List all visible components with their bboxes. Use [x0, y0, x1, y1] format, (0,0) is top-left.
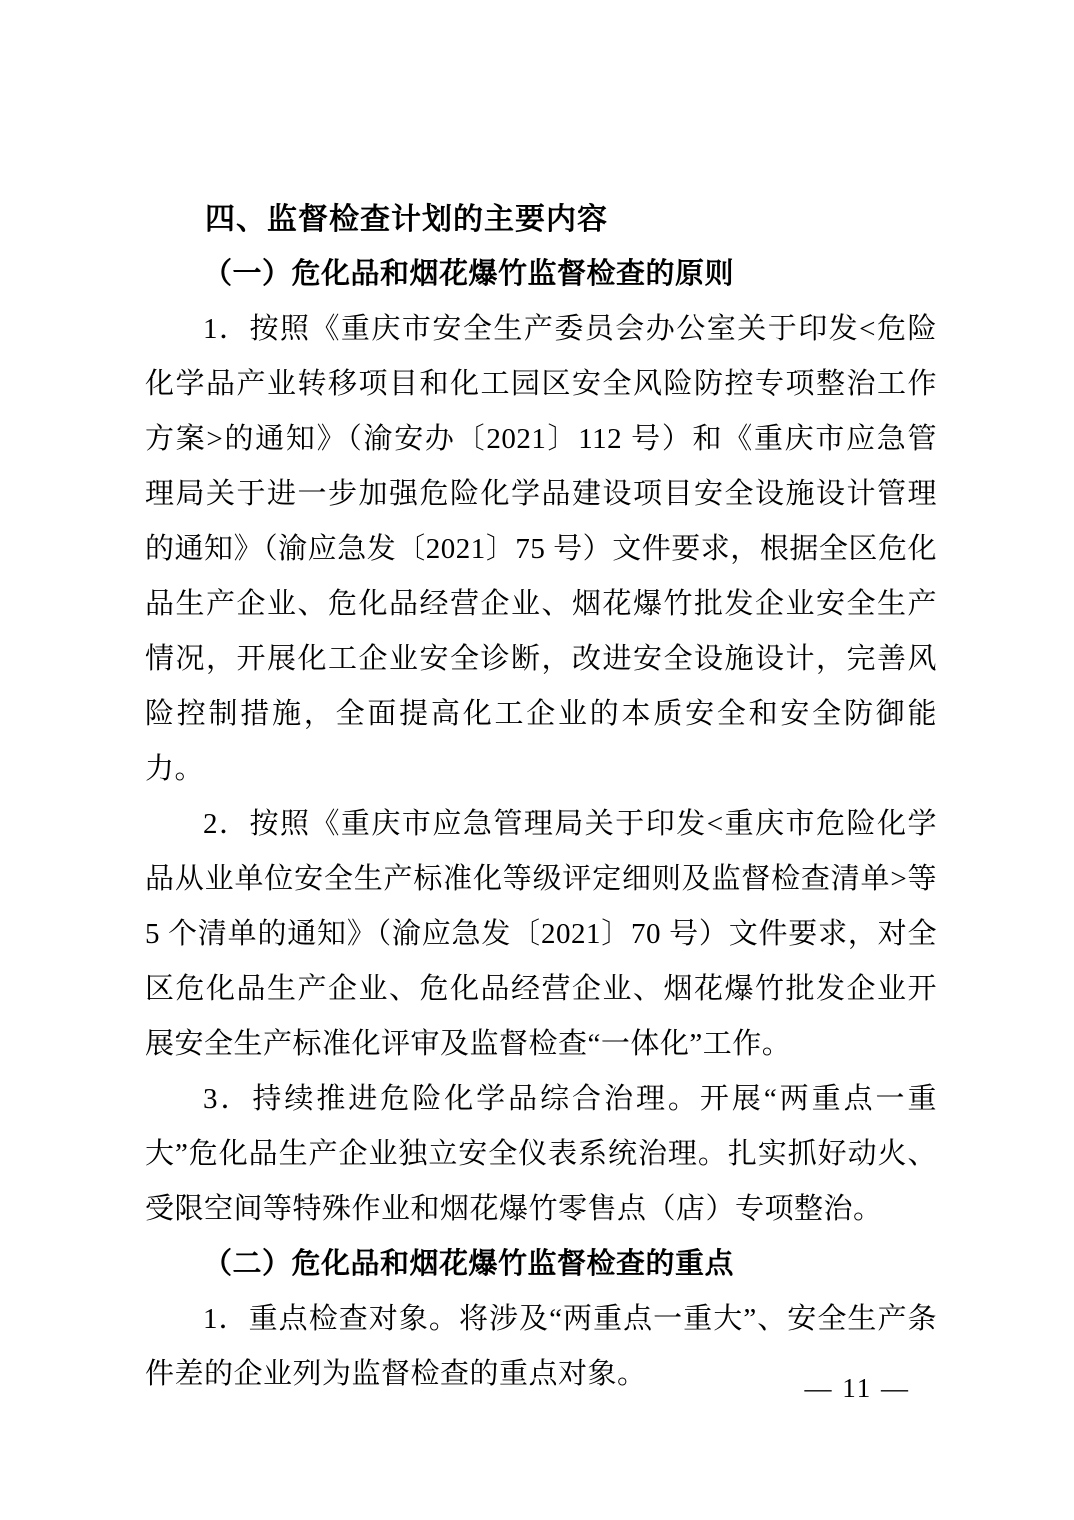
paragraph-item-3: 3．持续推进危险化学品综合治理。开展“两重点一重大”危化品生产企业独立安全仪表系统治理。扎实抓好动火、受限空间等特殊作业和烟花爆竹零售点（店）专项整治。	[145, 1083, 937, 1225]
subsection-heading-focus: （二）危化品和烟花爆竹监督检查的重点	[203, 1248, 735, 1280]
paragraph-focus-item-1: 1．重点检查对象。将涉及“两重点一重大”、安全生产条件差的企业列为监督检查的重点对象。	[145, 1303, 937, 1390]
paragraph-item-2: 2．按照《重庆市应急管理局关于印发<重庆市危险化学品从业单位安全生产标准化等级评定细则及监督检查清单>等 5 个清单的通知》（渝应急发〔2021〕70 号）文件要求，对全区危化品生产企业、危化品经营企业、烟花爆竹批发企业开展安全生产标准化评审及监督检查“一体化”工作。	[145, 808, 937, 1060]
subsection-heading-principles: （一）危化品和烟花爆竹监督检查的原则	[203, 258, 735, 290]
section-heading: 四、监督检查计划的主要内容	[205, 203, 608, 236]
paragraph-item-1: 1．按照《重庆市安全生产委员会办公室关于印发<危险化学品产业转移项目和化工园区安全风险防控专项整治工作方案>的通知》（渝安办〔2021〕112 号）和《重庆市应急管理局关于进一步加强危险化学品建设项目安全设施设计管理的通知》（渝应急发〔2021〕75 号）文件要求，根据全区危化品生产企业、危化品经营企业、烟花爆竹批发企业安全生产情况，开展化工企业安全诊断，改进安全设施设计，完善风险控制措施，全面提高化工企业的本质安全和安全防御能力。	[145, 313, 937, 785]
document-body	[145, 192, 937, 1402]
page-number: — 11 —	[804, 1373, 910, 1403]
